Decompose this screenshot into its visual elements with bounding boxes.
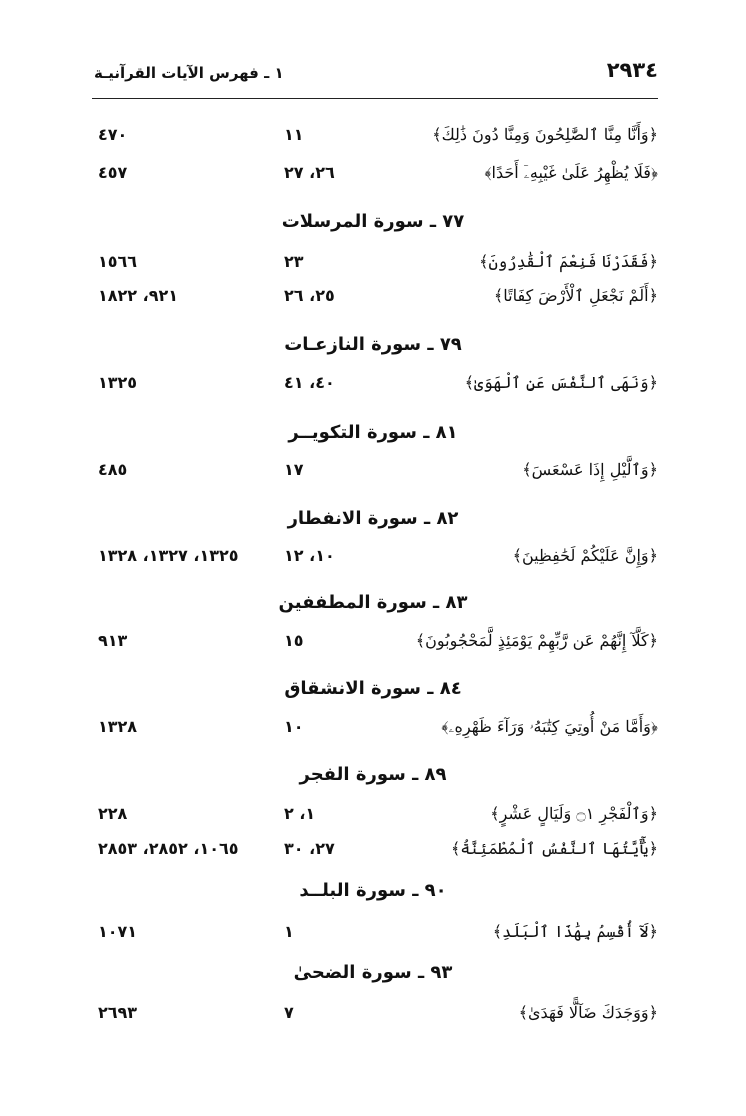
page-reference: ١٠٦٥، ٢٨٥٢، ٢٨٥٣ <box>98 839 239 858</box>
verse-text: ﴿وَٱلَّيْلِ إِذَا عَسْعَسَ﴾ <box>522 460 658 479</box>
verse-text: ﴿وَأَمَّا مَنْ أُوتِيَ كِتَٰبَهُۥ وَرَآءَ ظَهْرِهِۦ﴾ <box>441 717 658 736</box>
verse-text: ﴿وَوَجَدَكَ ضَآلًّا فَهَدَىٰ﴾ <box>518 1003 658 1022</box>
page-reference: ١٣٢٥، ١٣٢٧، ١٣٢٨ <box>98 546 239 565</box>
verse-text: ﴿فَقَدَرْنَا فَنِعْمَ ٱلْقَٰدِرُونَ﴾ <box>479 252 658 271</box>
surah-heading: ٨٢ ـ سورة الانفطار <box>287 508 459 529</box>
verse-text: ﴿وَأَنَّا مِنَّا ٱلصَّٰلِحُونَ وَمِنَّا دُونَ ذَٰلِكَ﴾ <box>432 125 658 144</box>
page-reference: ٤٥٧ <box>98 163 128 182</box>
verse-text: ﴿يَٰٓأَيَّتُهَا ٱلنَّفْسُ ٱلْمُطْمَئِنَّةُ﴾ <box>450 839 658 858</box>
page-reference: ١٠٧١ <box>98 922 138 941</box>
verse-text: ﴿وَإِنَّ عَلَيْكُمْ لَحَٰفِظِينَ﴾ <box>512 546 658 565</box>
verse-text: ﴿كَلَّآ إِنَّهُمْ عَن رَّبِّهِمْ يَوْمَئِذٍ لَّمَحْجُوبُونَ﴾ <box>415 631 658 650</box>
verse-row <box>0 460 746 500</box>
ayah-number: ٧ <box>284 1003 294 1022</box>
verse-text: ﴿لَآ أُقْسِمُ بِهَٰذَا ٱلْبَلَدِ﴾ <box>492 922 658 941</box>
verse-row <box>0 373 746 413</box>
section-title: ١ ـ فهرس الآيات القرآنيـة <box>94 64 284 82</box>
surah-heading: ٧٩ ـ سورة النازعـات <box>284 334 462 355</box>
page-number: ٢٩٣٤ <box>606 58 658 82</box>
surah-heading: ٨٤ ـ سورة الانشقاق <box>284 678 462 699</box>
surah-heading: ٨١ ـ سورة التكويــر <box>288 422 458 443</box>
verse-row <box>0 286 746 326</box>
verse-row <box>0 717 746 757</box>
surah-heading: ٧٧ ـ سورة المرسلات <box>281 211 465 232</box>
page-reference: ١٣٢٥ <box>98 373 138 392</box>
verse-row <box>0 163 746 203</box>
ayah-number: ٢٥، ٢٦ <box>284 286 335 305</box>
page-reference: ٤٨٥ <box>98 460 128 479</box>
page-reference: ٤٧٠ <box>98 125 128 144</box>
surah-heading: ٩٣ ـ سورة الضحىٰ <box>293 962 453 983</box>
ayah-number: ١ <box>284 922 294 941</box>
verse-row <box>0 125 746 165</box>
page-reference: ٩١٣ <box>98 631 128 650</box>
verse-text: ﴿أَلَمْ نَجْعَلِ ٱلْأَرْضَ كِفَاتًا﴾ <box>493 286 658 305</box>
verse-row <box>0 631 746 671</box>
ayah-number: ١، ٢ <box>284 804 316 823</box>
verse-row <box>0 804 746 844</box>
page-reference: ١٣٢٨ <box>98 717 138 736</box>
ayah-number: ١٥ <box>284 631 304 650</box>
ayah-number: ٢٣ <box>284 252 304 271</box>
verse-row <box>0 1003 746 1043</box>
page-reference: ٩٢١، ١٨٢٢ <box>98 286 179 305</box>
verse-text: ﴿وَنَهَى ٱلنَّفْسَ عَنِ ٱلْهَوَىٰ﴾ <box>464 373 658 392</box>
ayah-number: ١٧ <box>284 460 304 479</box>
verse-text: ﴿وَٱلْفَجْرِ ۝١ وَلَيَالٍ عَشْرٍ﴾ <box>490 804 658 823</box>
ayah-number: ٢٧، ٣٠ <box>284 839 335 858</box>
surah-heading: ٨٣ ـ سورة المطففين <box>278 592 468 613</box>
verse-row <box>0 839 746 879</box>
ayah-number: ١٠ <box>284 717 304 736</box>
ayah-number: ٤٠، ٤١ <box>284 373 335 392</box>
surah-heading: ٩٠ ـ سورة البلــد <box>299 880 447 901</box>
verse-text: ﴿فَلَا يُظْهِرُ عَلَىٰ غَيْبِهِۦٓ أَحَدًا﴾ <box>484 163 658 182</box>
ayah-number: ١١ <box>284 125 304 144</box>
verse-row <box>0 922 746 962</box>
page-reference: ٢٦٩٣ <box>98 1003 138 1022</box>
page-reference: ١٥٦٦ <box>98 252 138 271</box>
verse-row <box>0 546 746 586</box>
ayah-number: ٢٦، ٢٧ <box>284 163 335 182</box>
header-divider <box>92 98 658 99</box>
surah-heading: ٨٩ ـ سورة الفجر <box>299 764 447 785</box>
page-reference: ٢٢٨ <box>98 804 128 823</box>
ayah-number: ١٠، ١٢ <box>284 546 335 565</box>
